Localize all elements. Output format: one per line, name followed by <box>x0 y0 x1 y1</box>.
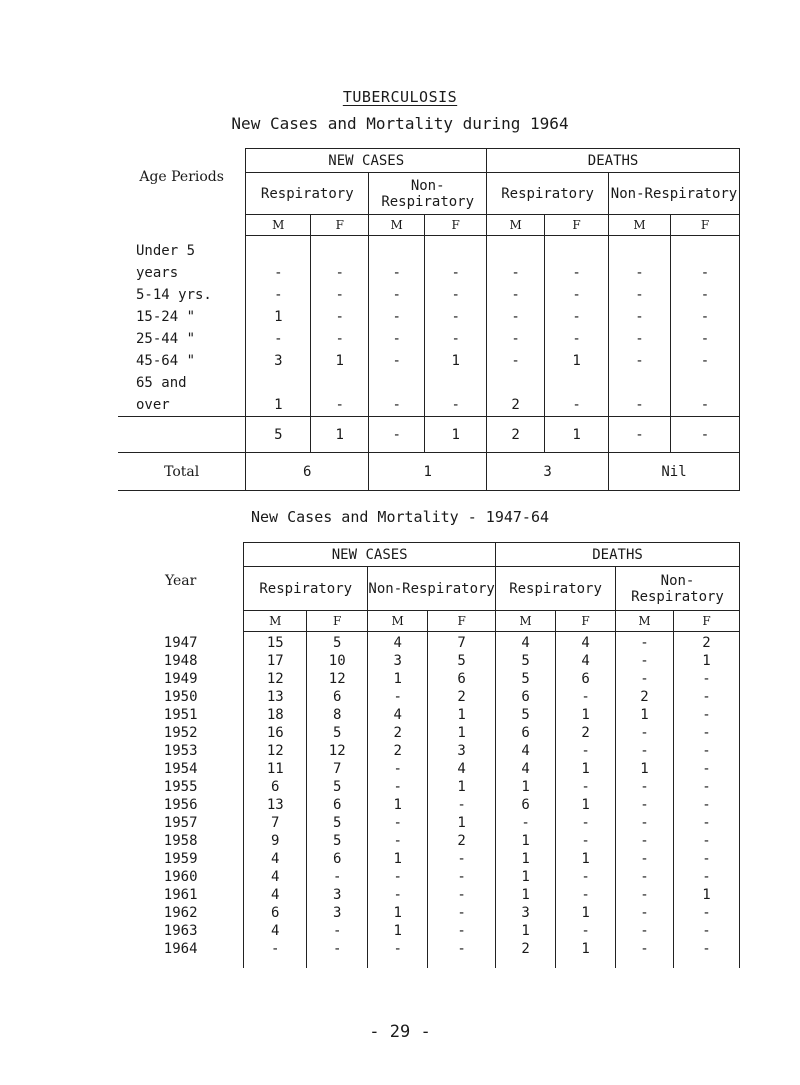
table-cell: - <box>511 353 520 369</box>
table-cell: 1 <box>457 707 466 723</box>
table-cell: - <box>392 397 401 413</box>
table-cell: - <box>457 797 466 813</box>
table-cell: - <box>393 887 402 903</box>
table-cell: - <box>572 265 581 281</box>
male-header: M <box>369 215 425 236</box>
table-cell: - <box>335 309 344 325</box>
table-cell: 7 <box>457 635 466 651</box>
new-nonresp-header: Non-Respiratory <box>369 173 487 215</box>
table-cell: - <box>457 851 466 867</box>
table-cell: 5 <box>332 779 342 795</box>
table-cell: - <box>511 331 520 347</box>
spacer <box>671 372 739 394</box>
table-cell: - <box>702 833 711 849</box>
table-cell: - <box>457 923 466 939</box>
table-cell: 6 <box>332 689 342 705</box>
table-cell: - <box>274 287 283 303</box>
table-cell: - <box>640 869 649 885</box>
table-cell: 3 <box>274 353 283 369</box>
table-cell: 2 <box>702 635 711 651</box>
spacer <box>369 240 424 262</box>
table-cell: 1 <box>274 397 283 413</box>
death-resp-header-2: Respiratory <box>496 567 616 611</box>
table-cell: 1 <box>581 851 590 867</box>
table-cell: 5 <box>332 815 342 831</box>
subtotal-cell: 1 <box>311 417 369 453</box>
table-cell: - <box>640 671 649 687</box>
table-cell: - <box>640 653 649 669</box>
table-cell: - <box>700 287 710 303</box>
year-label: 1948 <box>163 652 198 669</box>
age-period: 5-14 yrs. <box>136 286 212 303</box>
table-cell: 1 <box>521 851 530 867</box>
table-cell: 5 <box>332 725 342 741</box>
table-cell: 15 <box>266 635 284 651</box>
table-cell: - <box>640 743 649 759</box>
table-cell: 3 <box>332 887 342 903</box>
table-cell: 4 <box>581 635 590 651</box>
table-cell: - <box>640 779 649 795</box>
table-cell: - <box>393 869 402 885</box>
subtotal-cell: - <box>369 417 425 453</box>
table-cell: 16 <box>266 725 284 741</box>
table-cell: - <box>392 331 401 347</box>
table-cell: 1 <box>457 725 466 741</box>
table-cell: - <box>392 353 401 369</box>
year-label: 1949 <box>163 670 198 687</box>
table-cell: - <box>581 779 590 795</box>
subtotal-cell: - <box>671 417 740 453</box>
table-cell: - <box>700 265 710 281</box>
page-title: TUBERCULOSIS <box>342 88 458 106</box>
table-cell: 6 <box>521 689 530 705</box>
table-cell: 1 <box>581 707 590 723</box>
table-cell: 2 <box>457 689 466 705</box>
table-cell: - <box>635 287 644 303</box>
table-cell: 5 <box>332 635 342 651</box>
male-header: M <box>368 611 428 632</box>
female-header: F <box>556 611 616 632</box>
table2-caption: New Cases and Mortality - 1947-64 <box>250 508 549 526</box>
table-cell: - <box>451 287 460 303</box>
table-cell: 11 <box>266 761 284 777</box>
age-period: 25-44 " <box>136 330 196 347</box>
table-cell: 6 <box>271 905 280 921</box>
age-period: over <box>136 396 170 413</box>
table-cell: 1 <box>640 761 649 777</box>
table1-caption: New Cases and Mortality during 1964 <box>231 114 569 133</box>
new-cases-header: NEW CASES <box>246 149 487 173</box>
table-cell: 1 <box>274 309 283 325</box>
new-nonresp-header-2: Non-Respiratory <box>368 567 496 611</box>
table-cell: - <box>393 779 402 795</box>
table-cell: 1 <box>702 887 711 903</box>
male-header: M <box>609 215 671 236</box>
spacer <box>671 240 739 262</box>
table-cell: - <box>702 905 711 921</box>
table-cell: 6 <box>332 851 342 867</box>
table-cell: 10 <box>328 653 346 669</box>
table-cell: 1 <box>393 905 402 921</box>
table-cell: - <box>702 671 711 687</box>
table-cell: 18 <box>266 707 284 723</box>
table-cell: 1 <box>702 653 711 669</box>
year-label: 1963 <box>163 922 198 939</box>
table-cell: - <box>581 689 590 705</box>
subtotal-label <box>118 417 246 453</box>
spacer <box>425 240 486 262</box>
table-cell: - <box>581 743 590 759</box>
male-header: M <box>244 611 307 632</box>
year-label: 1951 <box>163 706 198 723</box>
table-cell: 1 <box>521 869 530 885</box>
spacer <box>311 372 368 394</box>
table-cell: 1 <box>581 941 590 957</box>
table-cell: - <box>451 331 460 347</box>
year-label: 1961 <box>163 886 198 903</box>
table-cell: - <box>392 309 401 325</box>
table-cell: 1 <box>521 923 530 939</box>
table-cell: 4 <box>271 923 280 939</box>
female-header: F <box>545 215 609 236</box>
table-cell: - <box>702 707 711 723</box>
total-death-nonresp: Nil <box>609 453 740 491</box>
table-cell: 4 <box>271 887 280 903</box>
table-cell: 6 <box>457 671 466 687</box>
year-label: 1950 <box>163 688 198 705</box>
table-cell: 12 <box>266 671 284 687</box>
total-label: Total <box>118 453 246 491</box>
table-cell: - <box>700 397 710 413</box>
table-cell: - <box>700 331 710 347</box>
table-cell: 1 <box>393 923 402 939</box>
table-cell: - <box>332 941 342 957</box>
table-cell: 2 <box>581 725 590 741</box>
table-cell: - <box>392 287 401 303</box>
table-cell: - <box>572 331 581 347</box>
subtotal-cell: 1 <box>425 417 487 453</box>
table-cell: 1 <box>581 797 590 813</box>
table-cell: - <box>451 265 460 281</box>
table-cell: 6 <box>271 779 280 795</box>
table-cell: 7 <box>271 815 280 831</box>
table-cell: 4 <box>521 761 530 777</box>
table-cell: - <box>511 287 520 303</box>
table-cell: - <box>702 923 711 939</box>
male-header: M <box>496 611 556 632</box>
table-cell: 2 <box>393 743 402 759</box>
table-cell: - <box>393 941 402 957</box>
table-cell: 2 <box>457 833 466 849</box>
total-death-resp: 3 <box>487 453 609 491</box>
table-cell: 1 <box>581 905 590 921</box>
spacer <box>246 240 310 262</box>
table-cell: - <box>572 287 581 303</box>
table-cell: - <box>274 265 283 281</box>
year-label: 1958 <box>163 832 198 849</box>
year-label: 1947 <box>163 634 198 651</box>
death-nonresp-header: Non-Respiratory <box>609 173 740 215</box>
table-cell: - <box>457 869 466 885</box>
table-cell: - <box>640 725 649 741</box>
table-cell: 8 <box>332 707 342 723</box>
spacer <box>487 240 544 262</box>
table-cell: - <box>451 397 460 413</box>
table-cell: 17 <box>266 653 284 669</box>
new-cases-header-2: NEW CASES <box>244 543 496 567</box>
table-cell: - <box>393 815 402 831</box>
table-cell: 3 <box>332 905 342 921</box>
table-cell: - <box>640 905 649 921</box>
table-cell: - <box>335 331 344 347</box>
table-cell: - <box>702 941 711 957</box>
table-cell: - <box>640 923 649 939</box>
table-cell: 4 <box>271 851 280 867</box>
table-cell: 3 <box>393 653 402 669</box>
table-cell: - <box>274 331 283 347</box>
table-cell: - <box>635 331 644 347</box>
table-cell: 4 <box>521 635 530 651</box>
age-period: Under 5 <box>136 242 196 259</box>
male-header: M <box>616 611 674 632</box>
table-cell: 7 <box>332 761 342 777</box>
table-cell: 2 <box>640 689 649 705</box>
age-periods-header: Age Periods <box>118 149 246 236</box>
table-cell: - <box>702 725 711 741</box>
table-cell: 4 <box>271 869 280 885</box>
table-cell: - <box>702 851 711 867</box>
year-label: 1964 <box>163 940 198 957</box>
spacer <box>369 372 424 394</box>
table-cell: 1 <box>581 761 590 777</box>
table-cell: 1 <box>393 797 402 813</box>
year-label: 1954 <box>163 760 198 777</box>
deaths-header-2: DEATHS <box>496 543 740 567</box>
cases-by-year-table <box>118 542 740 968</box>
table-cell: 1 <box>335 353 344 369</box>
age-period: years <box>136 264 179 281</box>
table-cell: 9 <box>271 833 280 849</box>
year-label: 1962 <box>163 904 198 921</box>
table-cell: - <box>332 923 342 939</box>
table-cell: - <box>635 353 644 369</box>
age-list <box>118 236 246 417</box>
table-cell: - <box>572 397 581 413</box>
table-cell: - <box>702 743 711 759</box>
table-cell: 13 <box>266 689 284 705</box>
female-header: F <box>311 215 369 236</box>
table-cell: - <box>457 905 466 921</box>
table-cell: 12 <box>266 743 284 759</box>
male-header: M <box>246 215 311 236</box>
table-cell: - <box>640 635 649 651</box>
table-cell: - <box>640 815 649 831</box>
table-cell: - <box>640 851 649 867</box>
spacer <box>487 372 544 394</box>
spacer <box>545 372 608 394</box>
spacer <box>425 372 486 394</box>
total-new-nonresp: 1 <box>369 453 487 491</box>
page-number: - 29 - <box>369 1022 431 1042</box>
table-cell: - <box>271 941 280 957</box>
deaths-header: DEATHS <box>487 149 740 173</box>
table-cell: - <box>700 353 710 369</box>
table-cell: - <box>581 815 590 831</box>
table-cell: 3 <box>457 743 466 759</box>
table-cell: 6 <box>581 671 590 687</box>
table-cell: 4 <box>393 635 402 651</box>
table-cell: - <box>521 815 530 831</box>
table-cell: 1 <box>457 815 466 831</box>
table-cell: - <box>640 833 649 849</box>
age-period: 15-24 " <box>136 308 196 325</box>
table-cell: - <box>702 689 711 705</box>
spacer <box>609 372 670 394</box>
table-cell: - <box>581 833 590 849</box>
subtotal-cell: - <box>609 417 671 453</box>
table-cell: 6 <box>521 725 530 741</box>
female-header: F <box>425 215 487 236</box>
table-cell: - <box>457 941 466 957</box>
table-cell: 2 <box>393 725 402 741</box>
spacer <box>609 240 670 262</box>
new-resp-header: Respiratory <box>246 173 369 215</box>
female-header: F <box>671 215 740 236</box>
table-cell: 1 <box>640 707 649 723</box>
table-cell: - <box>335 397 344 413</box>
table-cell: - <box>335 287 344 303</box>
subtotal-cell: 2 <box>487 417 545 453</box>
table-cell: 4 <box>581 653 590 669</box>
table-cell: - <box>393 689 402 705</box>
table-cell: 1 <box>521 833 530 849</box>
year-label: 1953 <box>163 742 198 759</box>
table-cell: 3 <box>521 905 530 921</box>
age-period: 45-64 " <box>136 352 196 369</box>
male-header: M <box>487 215 545 236</box>
table-cell: - <box>451 309 460 325</box>
year-list <box>118 632 244 968</box>
table-cell: 5 <box>521 653 530 669</box>
table-cell: - <box>581 869 590 885</box>
table-cell: - <box>702 797 711 813</box>
subtotal-cell: 1 <box>545 417 609 453</box>
table-cell: 5 <box>457 653 466 669</box>
table-cell: 12 <box>328 743 346 759</box>
table-cell: - <box>702 761 711 777</box>
table-cell: - <box>393 761 402 777</box>
table-cell: 1 <box>572 353 581 369</box>
table-cell: 6 <box>332 797 342 813</box>
table-cell: 1 <box>521 779 530 795</box>
year-label: 1959 <box>163 850 198 867</box>
table-cell: 1 <box>393 851 402 867</box>
table-cell: - <box>335 265 344 281</box>
table-cell: 4 <box>393 707 402 723</box>
table-cell: - <box>393 833 402 849</box>
table-cell: 1 <box>451 353 460 369</box>
table-cell: - <box>640 941 649 957</box>
table-cell: - <box>702 869 711 885</box>
subtotal-cell: 5 <box>246 417 311 453</box>
table-cell: - <box>457 887 466 903</box>
new-resp-header-2: Respiratory <box>244 567 368 611</box>
spacer <box>246 372 310 394</box>
age-period: 65 and <box>136 374 187 391</box>
table-cell: 6 <box>521 797 530 813</box>
female-header: F <box>307 611 368 632</box>
spacer <box>545 240 608 262</box>
table-cell: 5 <box>521 671 530 687</box>
table-cell: 1 <box>521 887 530 903</box>
table-cell: - <box>702 779 711 795</box>
table-cell: - <box>581 887 590 903</box>
year-label: 1960 <box>163 868 198 885</box>
table-cell: 13 <box>266 797 284 813</box>
table-cell: - <box>635 309 644 325</box>
total-new-resp: 6 <box>246 453 369 491</box>
death-resp-header: Respiratory <box>487 173 609 215</box>
table-cell: - <box>581 923 590 939</box>
table-cell: 2 <box>511 397 520 413</box>
table-cell: 1 <box>393 671 402 687</box>
table-cell: - <box>572 309 581 325</box>
table-cell: - <box>635 397 644 413</box>
cases-by-age-table <box>118 148 740 491</box>
table-cell: - <box>332 869 342 885</box>
table-cell: - <box>635 265 644 281</box>
table-cell: 5 <box>332 833 342 849</box>
table-cell: - <box>511 265 520 281</box>
table-cell: 2 <box>521 941 530 957</box>
table-cell: - <box>392 265 401 281</box>
table-cell: - <box>640 797 649 813</box>
table-cell: - <box>511 309 520 325</box>
female-header: F <box>428 611 496 632</box>
table-cell: 4 <box>457 761 466 777</box>
table-cell: 4 <box>521 743 530 759</box>
year-label: 1957 <box>163 814 198 831</box>
table-cell: - <box>640 887 649 903</box>
year-header: Year <box>118 543 244 632</box>
table-cell: 5 <box>521 707 530 723</box>
year-label: 1955 <box>163 778 198 795</box>
death-nonresp-header-2: Non-Respiratory <box>616 567 740 611</box>
female-header: F <box>673 611 739 632</box>
table-cell: - <box>700 309 710 325</box>
year-label: 1952 <box>163 724 198 741</box>
table-cell: 1 <box>457 779 466 795</box>
table-cell: - <box>702 815 711 831</box>
spacer <box>311 240 368 262</box>
table-cell: 12 <box>328 671 346 687</box>
year-label: 1956 <box>163 796 198 813</box>
